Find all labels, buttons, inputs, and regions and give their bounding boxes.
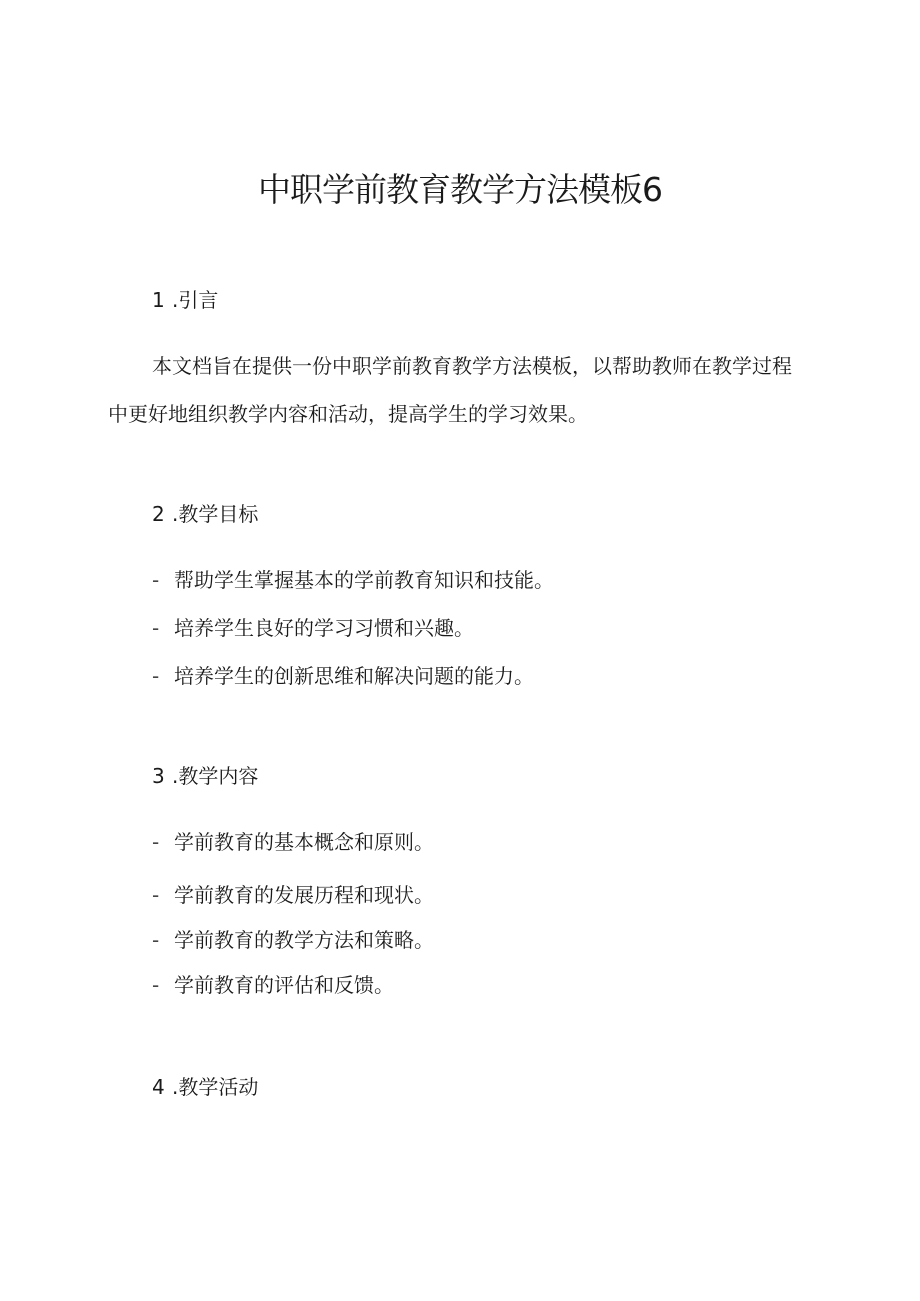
- bullet-marker: -: [152, 830, 160, 854]
- bullet-marker: -: [152, 664, 160, 688]
- section-number: 3: [152, 764, 165, 788]
- list-item: [152, 926, 434, 954]
- list-item-text: 培养学生的创新思维和解决问题的能力。: [174, 664, 534, 688]
- list-item: [152, 971, 394, 999]
- list-item: [152, 881, 434, 909]
- list-item: [152, 566, 554, 594]
- bullet-marker: -: [152, 568, 160, 592]
- bullet-marker: -: [152, 883, 160, 907]
- section-heading-activities: [152, 1073, 258, 1101]
- section-heading-content: [152, 762, 258, 790]
- list-item-text: 学前教育的基本概念和原则。: [174, 830, 434, 854]
- section-number: 4: [152, 1075, 165, 1099]
- section-title: .引言: [172, 288, 219, 312]
- list-item-text: 学前教育的教学方法和策略。: [174, 928, 434, 952]
- list-item: [152, 828, 434, 856]
- list-item-text: 培养学生良好的学习习惯和兴趣。: [174, 616, 474, 640]
- bullet-marker: -: [152, 616, 160, 640]
- section-number: 2: [152, 502, 165, 526]
- section-title: .教学活动: [172, 1075, 259, 1099]
- list-item: [152, 662, 534, 690]
- bullet-marker: -: [152, 973, 160, 997]
- document-title: 中职学前教育教学方法模板6: [258, 170, 662, 209]
- bullet-marker: -: [152, 928, 160, 952]
- section-heading-intro: [152, 286, 218, 314]
- section-title: .教学内容: [172, 764, 259, 788]
- section-number: 1: [152, 288, 165, 312]
- list-item: [152, 614, 474, 642]
- section-title: .教学目标: [172, 502, 259, 526]
- intro-paragraph: 本文档旨在提供一份中职学前教育教学方法模板，以帮助教师在教学过程中更好地组织教学内容和活动，提高学生的学习效果。: [108, 354, 792, 426]
- list-item-text: 帮助学生掌握基本的学前教育知识和技能。: [174, 568, 554, 592]
- section-heading-goals: [152, 500, 258, 528]
- list-item-text: 学前教育的评估和反馈。: [174, 973, 394, 997]
- list-item-text: 学前教育的发展历程和现状。: [174, 883, 434, 907]
